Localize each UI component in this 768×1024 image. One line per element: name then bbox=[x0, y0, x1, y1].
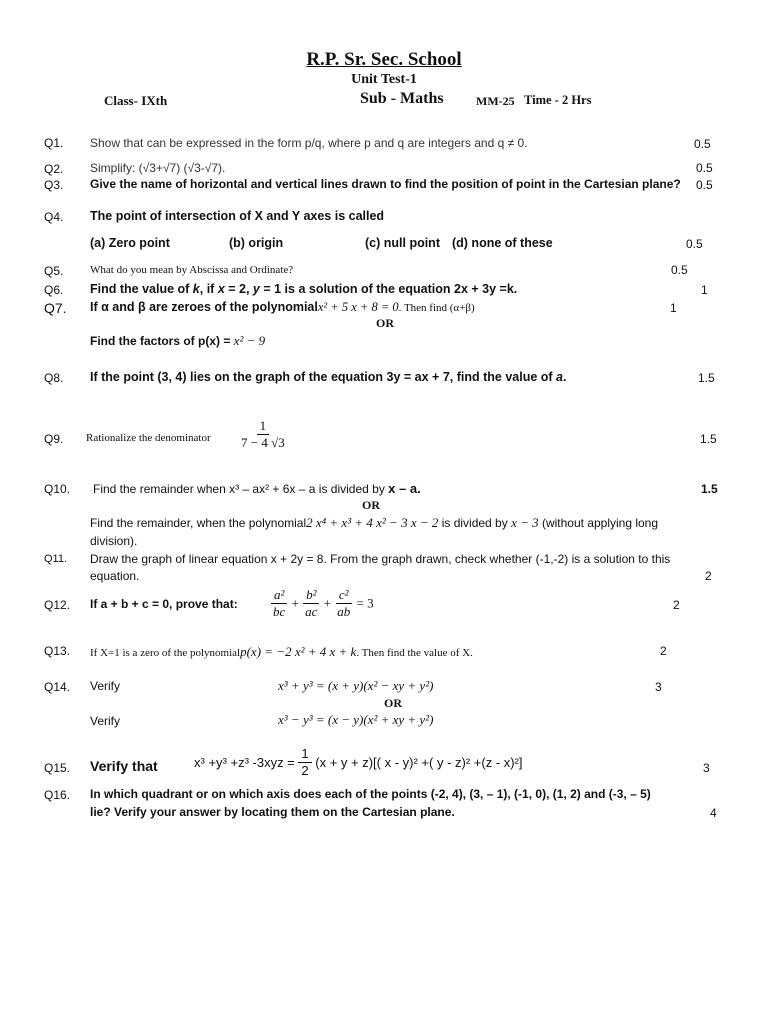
fraction bbox=[238, 418, 288, 451]
question-text: In which quadrant or on which axis does each of the points (-2, 4), (3, – 1), (-1, 0), (1, 2) and (-3, – 5) bbox=[90, 787, 651, 801]
question-number: Q3. bbox=[44, 178, 64, 192]
question-number: Q10. bbox=[44, 482, 71, 496]
question-number: Q15. bbox=[44, 761, 71, 775]
fraction-numerator: a² bbox=[271, 587, 287, 604]
question-text bbox=[90, 370, 566, 384]
fraction-numerator: c² bbox=[336, 587, 352, 604]
divisor: x − 3 bbox=[511, 515, 539, 530]
question-marks: 1 bbox=[670, 301, 677, 315]
option-d: (d) none of these bbox=[452, 236, 553, 250]
identity: x³ − y³ = (x − y)(x² + xy + y²) bbox=[278, 712, 434, 727]
time-label: Time - 2 Hrs bbox=[524, 93, 592, 107]
question-number: Q11. bbox=[44, 553, 68, 565]
question-number: Q8. bbox=[44, 371, 64, 385]
question-text: The point of intersection of X and Y axes is called bbox=[90, 209, 385, 223]
question-text bbox=[90, 644, 473, 660]
verify-label: Verify bbox=[90, 714, 121, 728]
variable-x: x bbox=[217, 282, 225, 296]
question-marks: 1.5 bbox=[700, 432, 717, 446]
question-text bbox=[90, 300, 475, 315]
question-marks: 2 bbox=[673, 598, 680, 612]
question-number: Q9. bbox=[44, 432, 64, 446]
fraction-denominator: ac bbox=[305, 604, 318, 619]
question-text: Give the name of horizontal and vertical lines drawn to find the position of point in the Cartesian plane? bbox=[90, 177, 681, 191]
or-label: OR bbox=[384, 696, 402, 710]
text-part: . Then find (α+β) bbox=[398, 302, 475, 314]
text-part: . bbox=[563, 370, 567, 384]
question-alt-text: division). bbox=[90, 534, 138, 548]
identity-rhs: (x + y + z)[( x - y)² +( y - z)² +(z - x)²] bbox=[315, 755, 523, 770]
question-text: lie? Verify your answer by locating them on the Cartesian plane. bbox=[90, 805, 455, 819]
question-text: equation. bbox=[90, 569, 140, 583]
plus-sign: + bbox=[323, 595, 331, 611]
question-text: What do you mean by Abscissa and Ordinate? bbox=[90, 264, 294, 276]
polynomial: p(x) = −2 x² + 4 x + k bbox=[240, 644, 357, 659]
question-marks: 0.5 bbox=[696, 161, 713, 175]
or-label: OR bbox=[376, 316, 394, 330]
question-text: Simplify: (√3+√7) (√3-√7). bbox=[90, 161, 226, 175]
text-part: = 2, bbox=[224, 282, 253, 296]
question-marks: 0.5 bbox=[696, 178, 713, 192]
verify-label: Verify that bbox=[90, 758, 158, 774]
question-number: Q1. bbox=[44, 136, 64, 150]
option-b: (b) origin bbox=[229, 236, 284, 250]
question-number: Q6. bbox=[44, 283, 64, 297]
test-name: Unit Test-1 bbox=[351, 72, 417, 87]
question-number: Q4. bbox=[44, 210, 64, 224]
text-part: = 1 is a solution of the equation 2x + 3y =k. bbox=[259, 282, 518, 296]
question-alt-text bbox=[90, 333, 265, 349]
max-marks: MM-25 bbox=[476, 94, 515, 108]
question-marks: 0.5 bbox=[671, 263, 688, 277]
question-marks: 2 bbox=[705, 569, 712, 583]
text-part: (without applying long bbox=[538, 516, 659, 530]
question-text: If a + b + c = 0, prove that: bbox=[90, 597, 238, 611]
text-part: If α and β are zeroes of the polynomial bbox=[90, 300, 318, 314]
question-marks: 2 bbox=[660, 644, 667, 658]
verify-label: Verify bbox=[90, 679, 121, 693]
question-text: Rationalize the denominator bbox=[86, 432, 211, 444]
text-part: Find the value of bbox=[90, 282, 193, 296]
text-part: . Then find the value of X. bbox=[356, 647, 473, 659]
identity: x³ + y³ = (x + y)(x² − xy + y²) bbox=[278, 678, 434, 693]
text-part: Find the factors of p(x) = bbox=[90, 334, 234, 348]
question-text bbox=[90, 282, 517, 296]
question-number: Q7. bbox=[44, 300, 67, 316]
question-marks: 3 bbox=[703, 761, 710, 775]
question-number: Q2. bbox=[44, 162, 64, 176]
text-part: Find the remainder when x³ – ax² + 6x – a is divided by bbox=[93, 482, 389, 496]
polynomial: 2 x⁴ + x³ + 4 x² − 3 x − 2 bbox=[306, 515, 439, 530]
question-marks: 1.5 bbox=[698, 371, 715, 385]
question-number: Q12. bbox=[44, 598, 71, 612]
or-label: OR bbox=[362, 498, 380, 512]
school-name: R.P. Sr. Sec. School bbox=[306, 49, 462, 70]
question-marks: 4 bbox=[710, 806, 717, 820]
subject-label: Sub - Maths bbox=[360, 90, 444, 107]
text-part: is divided by bbox=[438, 516, 512, 530]
question-marks: 0.5 bbox=[686, 237, 703, 251]
equation-rhs: = 3 bbox=[356, 595, 374, 611]
text-part: If the point (3, 4) lies on the graph of the equation 3y = ax + 7, find the value of bbox=[90, 370, 557, 384]
variable-a: a bbox=[556, 370, 563, 384]
question-marks: 1.5 bbox=[701, 482, 718, 496]
fraction-denominator: bc bbox=[273, 604, 286, 619]
question-marks: 1 bbox=[701, 283, 708, 297]
question-text: Draw the graph of linear equation x + 2y = 8. From the graph drawn, check whether (-1,-2) is a solution to this bbox=[90, 552, 671, 566]
option-a: (a) Zero point bbox=[90, 236, 170, 250]
variable-k: k bbox=[192, 282, 200, 296]
polynomial: x² − 9 bbox=[233, 333, 266, 348]
question-number: Q16. bbox=[44, 788, 71, 802]
plus-sign: + bbox=[291, 595, 299, 611]
class-label: Class- IXth bbox=[104, 93, 168, 108]
fraction-denominator: ab bbox=[337, 604, 351, 619]
question-number: Q14. bbox=[44, 680, 71, 694]
question-text: Show that can be expressed in the form p/q, where p and q are integers and q ≠ 0. bbox=[90, 136, 528, 150]
fraction-numerator: b² bbox=[303, 587, 319, 604]
option-c: (c) null point bbox=[365, 236, 440, 250]
divisor: x – a. bbox=[388, 481, 421, 496]
fraction-denominator: 7 − 4 √3 bbox=[241, 435, 285, 450]
question-number: Q13. bbox=[44, 644, 71, 658]
question-marks: 3 bbox=[655, 680, 662, 694]
fraction-numerator: 1 bbox=[257, 418, 270, 435]
identity-lhs: x³ +y³ +z³ -3xyz = bbox=[194, 755, 295, 770]
fraction-numerator: 1 bbox=[298, 746, 311, 763]
equation bbox=[270, 587, 374, 620]
identity bbox=[194, 746, 523, 779]
polynomial: x² + 5 x + 8 = 0 bbox=[317, 300, 399, 314]
fraction-denominator: 2 bbox=[301, 763, 309, 778]
text-part: , if bbox=[199, 282, 218, 296]
question-text bbox=[93, 481, 421, 496]
question-marks: 0.5 bbox=[694, 137, 711, 151]
variable-y: y bbox=[252, 282, 260, 296]
text-part: If X=1 is a zero of the polynomial bbox=[90, 647, 241, 659]
question-alt-text bbox=[90, 515, 658, 531]
question-number: Q5. bbox=[44, 264, 64, 278]
text-part: Find the remainder, when the polynomial bbox=[90, 516, 307, 530]
